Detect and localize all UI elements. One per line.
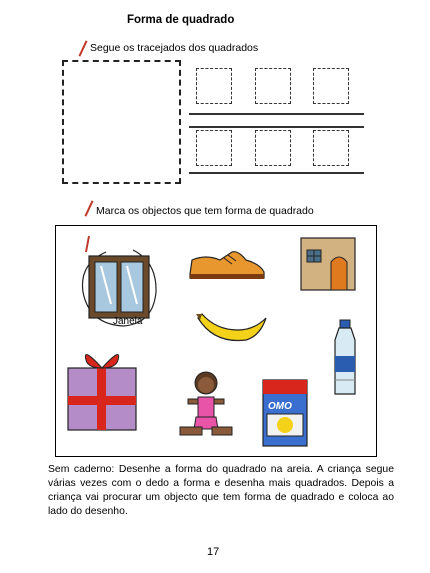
guide-line — [189, 113, 364, 115]
detergent-brand: OMO — [268, 401, 292, 412]
large-dashed-square — [62, 60, 181, 184]
pencil-icon — [79, 40, 88, 56]
guide-line — [189, 126, 364, 128]
water-bottle-icon — [329, 318, 361, 398]
gift-box-icon — [66, 344, 138, 432]
banana-icon — [194, 310, 269, 348]
small-dashed-square — [196, 68, 232, 104]
objects-frame — [55, 225, 377, 457]
small-dashed-square — [313, 130, 349, 166]
instruction-trace-squares: Segue os tracejados dos quadrados — [90, 42, 259, 54]
shoe-icon — [186, 246, 268, 282]
teacher-instructions: Sem caderno: Desenhe a forma do quadrado na areia. A criança segue várias vezes com o dedo a forma e desenha mais quadrados. Depois a criança vai procurar um objecto que tem forma de quadrado e coloca ao lado do desenho. — [48, 464, 394, 517]
small-dashed-square — [313, 68, 349, 104]
page-number: 17 — [207, 546, 220, 558]
page-title: Forma de quadrado — [127, 14, 235, 26]
small-dashed-square — [255, 68, 291, 104]
house-icon — [299, 236, 357, 292]
guide-line — [189, 172, 364, 174]
small-dashed-square — [196, 130, 232, 166]
instruction-mark-objects: Marca os objectos que tem forma de quadrado — [96, 205, 314, 217]
doll-icon — [174, 371, 234, 445]
small-dashed-square — [255, 130, 291, 166]
pencil-icon — [85, 200, 94, 216]
window-label: Janela — [113, 316, 143, 327]
detergent-box-icon — [261, 378, 309, 448]
